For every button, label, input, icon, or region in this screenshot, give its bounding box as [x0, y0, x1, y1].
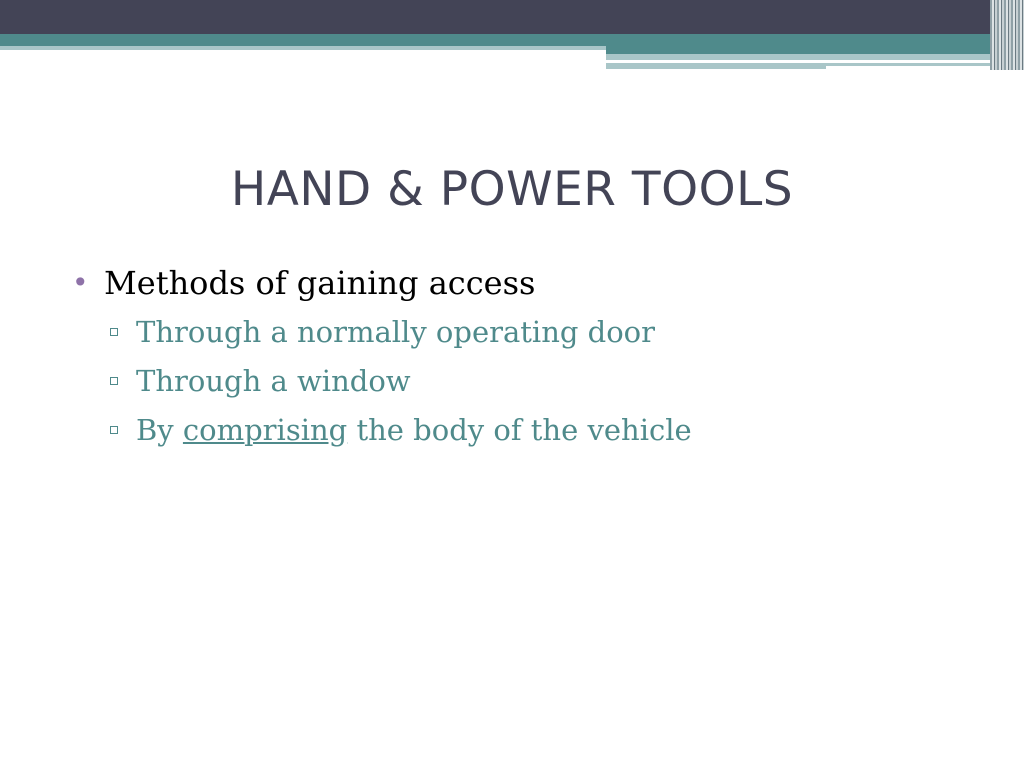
- bullet-text: Through a normally operating door: [136, 315, 655, 349]
- header-band-light-right-2: [606, 63, 826, 69]
- bullet-text-suffix: the body of the vehicle: [347, 413, 692, 447]
- bullet-level-2: [72, 308, 972, 357]
- round-bullet-icon: •: [72, 266, 89, 299]
- bullet-text: Through a window: [136, 364, 411, 398]
- bullet-level-2: [72, 406, 972, 455]
- underlined-word: comprising: [182, 413, 348, 447]
- square-bullet-icon: [110, 426, 118, 434]
- header-band-teal: [0, 34, 1024, 46]
- bullet-level-1: [72, 258, 972, 308]
- slide-title: HAND & POWER TOOLS: [230, 162, 794, 217]
- slide-content: [72, 258, 972, 455]
- header-stripes: [990, 0, 1024, 70]
- header-band-dark: [0, 0, 1024, 34]
- header-band-teal-right: [606, 46, 1024, 54]
- header-band-light: [0, 46, 606, 50]
- square-bullet-icon: [110, 377, 118, 385]
- bullet-text: Methods of gaining access: [104, 264, 536, 302]
- bullet-text-prefix: By: [136, 413, 183, 447]
- square-bullet-icon: [110, 328, 118, 336]
- bullet-level-2: [72, 357, 972, 406]
